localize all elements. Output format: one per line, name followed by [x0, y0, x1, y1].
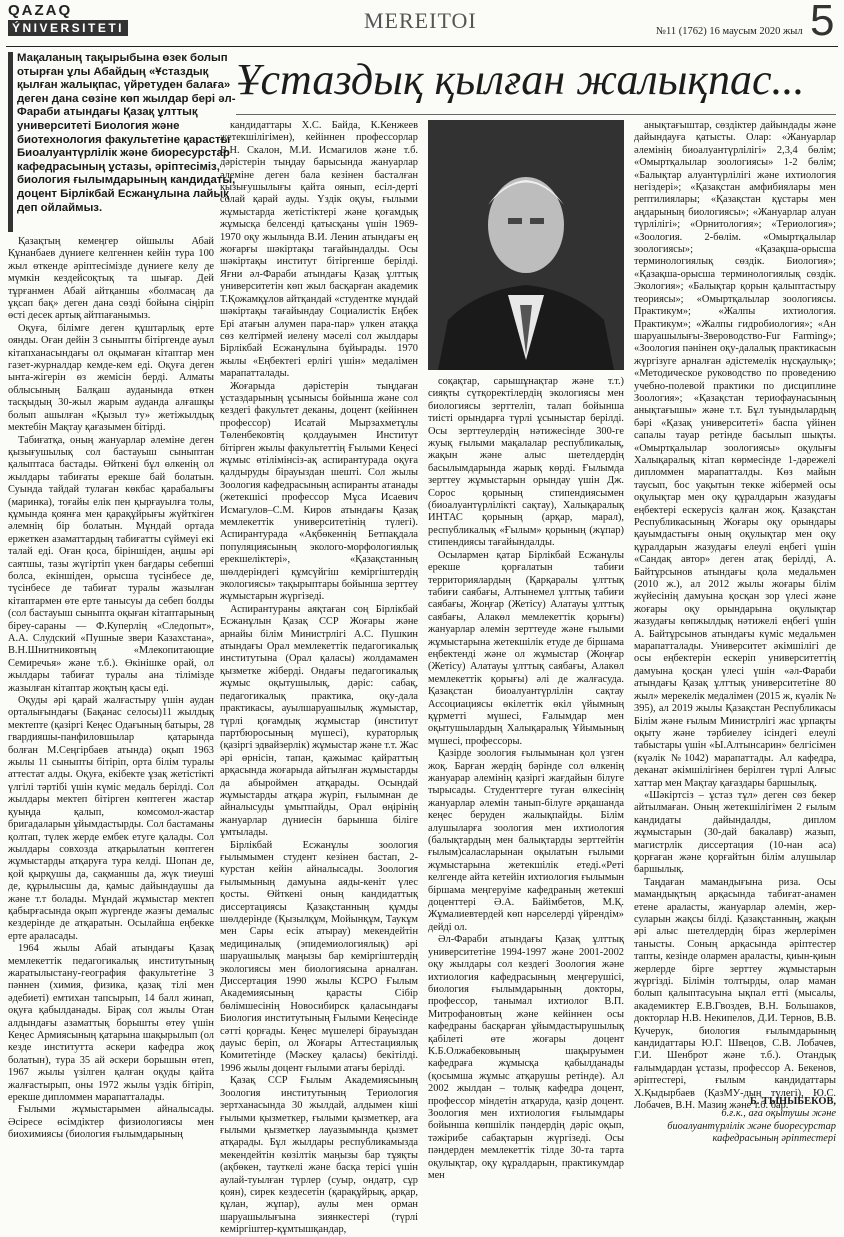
author-title-1: б.ғ.к., аға оқытушы және [721, 1108, 836, 1120]
paragraph: Қазақтың кемеңгер ойшылы Абай Құнанбаев дүниеге келгеннен кейін тура 100 жыл өткенде әріптесімізде дүниеге келу де мүмкін кездейсоқтық та шығар. Дей тұрғанмен Абай айтқаншы «болмасаң да ұқсап бақ» деген дана сөзді бойына сіңіріп өсті десек артық айтпағанымыз. [8, 236, 214, 322]
paragraph: «Шәкіртсіз – ұстаз тұл» деген сөз бекер айтылмаған. Оның жетекшілігімен 2 ғылым кандидаты дайындалды, диплом жұмыстарын (30-дай бакалавр) жазып, магистрлік диссертация (10-нан аса) қорғаған және қорғайтын білім алушылар баршылық. [634, 789, 836, 876]
headline-rule [236, 114, 836, 115]
author-title-2: биоалуантүрлілік және биоресурстар [667, 1120, 836, 1132]
page-number: 5 [810, 0, 835, 45]
paragraph: 1964 жылы Абай атындағы Қазақ мемлекеттік педагогикалық институтының жаратылыстану-география факультетіне 3 пәннен (химия, физика, қазақ тілі мен әдебиеті) емтихан тапсырып, 14 балл жинап, оқуға қабылданады. Бірақ сол жылы Отан алдындағы азаматтық борышты өтеу үшін Кеңес Армиясының қатарына шақырылып (ол кезде институтта әскери кафедра жоқ болатын), тура 35 ай әскери борышын өтеп, 1967 жылы үзілген қалған оқуды қайта жалғастырып, оны 1972 жылы үздік бітіріп, ерекше дипломмен марапатталады. [8, 943, 214, 1104]
headline: Ұстаздық қылған жалықпас... [236, 55, 805, 104]
paragraph: Аспирантураны аяқтаған соң Бірлікбай Есжанұлын Қазақ ССР Жоғары және арнайы білім Министрлігі А.С. Пушкин атындағы Орал мемлекеттік педагогикалық институтына (Орал қаласы) жолдамамен қызметке жіберді. Ондағы педагогикалық жұмыс оқытушылық, дәріс: сабақ, педагогикалық практика, оқу-дала практикасы, ауылшаруашылық жұмыстар, түрлі қоғамдық жұмыстар (институт партбюросының мүшесі), кураторлық (қазіргі эдвайзерлік) жұмыстар және т.т. Жас әрі өрнісін, тапан, қажымас қайраттың арқасында жоғарыда айтылған жұмыстарды да абыроймен атқарады. Осындай жұмыстарды атқара жүріп, ғылымнан де айналысуды ұмытпайды, Орал өңірінің жануарлар дүниесін барынша біліге ұмтылады. [220, 603, 418, 839]
paragraph: Оқуға, білімге деген құштарлық ерте оянды. Оған дейін 3 сыныпты бітіргенде ауыл кітапханасындағы ол оқымаған кітаптар мен газет-журналдар кемде-кем еді. Оқуға деген ынта-жігерін өз жемісін берді. Алматы облысының Балқаш ауданында өткен тасқыдың 30-жыл жарым ауданда алғашқы болып ашылған «Қызыл ту» жетіжылдық мектебін Мақтау қағазымен бітірді. [8, 322, 214, 434]
paragraph: Қазірде зоология ғылымынан қол үзген жоқ. Барған жердің бәрінде сол өлкенің жануарар әлемінің қазіргі жағдайын білуге тырысады. Студенттерге туған өлкесінің жануарлар әлемін танып-білуге әрқашанда кеңес беруден жалықпайды. Білім алушыларға зоология мен ихтиология (балықтардың мен балықтарды зерттейтін ғылым)саласларынан оқылатын ғылыми жұмыстарына жетекшілік етеді.«Реті келгенде айта кетейін ихтиология ғылымын біршама меңгеруіме кафедраның жетекші доценттері Ә.А. Байімбетов, М.Қ. Жұмалиевтердей көп нәрселерді үйрендім» дейді ол. [428, 748, 624, 933]
paragraph: кандидаттары Х.С. Байда, К.Кенжеев жетекшілігімен), кейіннен профессорлар В.Н. Скалон, М.И. Исмагилов және т.б. дәрістерін тыңдау барысында жануарлар әлеміне деген бала кезінен басталған қызығушылығы қайта оянып, есіл-дерті солай қарай ауды. Үздік оқуы, ғылыми жұмыстарда жетістіктері және қоғамдық жұмысқа белсенді қатысқаны үшін 1969-1970 оқу жылында В.И. Ленин атындағы ең жоғарғы шәкіртақы тағайындалды. Осы шәкіртақы институт бітіргенше берілді. Яғни әл-Фараби атындағы Қазақ ұлттық университетін көп жыл басқарған академик Т.Қожамқұлов айтқандай «студентке мұндай шәкіртақы тағайындау Социалистік Еңбек Ері атағын алумен пара-пар» үлкен атаққа сөз келтірмей иелену мәселі сол жылдары Бірлікбай Есжанұлына бұйырады. 1970 жылы «Еңбектегі ерлігі үшін» медалімен марапатталады. [220, 120, 418, 380]
logo-line2: ÝNIVERSITETI [8, 20, 128, 36]
masthead [6, 0, 838, 47]
author-name: Б. ТЫНЫБЕКОВ, [749, 1096, 836, 1107]
newspaper-logo [8, 2, 208, 42]
portrait-image [428, 120, 624, 370]
paragraph: Бірлікбай Есжанұлы зоология ғылымымен студент кезінен бастап, 2-курстан кейін айналысады. Зоология ғылымының дамуына аяды-кеніт үлес қосты. Өйткені оның кандидаттық диссертациясы Қазақстанның құмды шөлдерінде (Қызылқұм, Мойынқұм, Таукұм мен Сары есік атырау) мекендейтін медициналық (эпидемиологиялық) әрі шаруашылық маңызы бар кеміргіштердің экологиясы мен биологиясына арналған. Диссертация 1990 жылы КСРО Ғылым Академиясының қарасты Сібір бөлімшесінің Новосибирск қаласындағы Биология институтының Ғылыми Кеңесінде сәтті қорғады. Кеңес мүшелері бірауыздан дауыс беріп, ол Жоғары Аттестациялық Комитетінде (Мәскеу қаласы) бекітілді. 1996 жылы доцент ғылыми атағы берілді. [220, 839, 418, 1074]
paragraph: Осылармен қатар Бірлікбай Есжанұлы ерекше қорғалатын табиғи территориялардың (Қарқаралы ұлттық табиғи саябағы, Алтынемел ұлттық табиғи саябағы, Жоңғар (Жетісу) Алатауы ұлттық саябағы, Алакөл мемлекеттік қорығы) жануарлар әлемін зерттеуде және ғылыми жұмыстарына жетекшілік етуде де біршама еңбектенді және ол жұмыстар (Жоңғар (Жетісу) Алатауы ұлттық саябағы, Алакөл мемлекеттік қорығы) әлі де жалғасуда. Қазақстан биоалуантүрлілін сақтау Ассоциациясы өкілеттік өкіл үйымның құрметті мүшесі, Ғалымдар мен оқытушылардың Халықаралық Ұйымының мүшесі, профессоры. [428, 549, 624, 747]
issue-info: №11 (1762) 16 маусым 2020 жыл [656, 26, 803, 37]
section-title: MEREITOI [364, 8, 477, 33]
paragraph: соқақтар, сарышұнақтар және т.т.) сияқты сүтқоректілердің экологиясы мен биологиясы зерттеліп, талап бойынша тиісті орындарға түрлі ұсыныстар берілді. Осы зерттеулердің нәтижесінде 300-ге жуық ғылыми мақалалар республикалық, жақын және алыс шетелдердің басылымдарында жарық көрді. Ғылымда зерттеу жұмыстарын орындау үшін Дж. Сорос қорының стипендиясымен (биоалуантүрлілікті сақтау), Халықаралық ИНТАС қорының (арқар, марал), республикалық «Ғылым» қорының (жұпар) стипендиясы тағайындалды. [428, 376, 624, 549]
portrait-photo [428, 120, 624, 370]
paragraph: анықтағыштар, сөздіктер дайындады және дайындауға қатысты. Олар: «Жануарлар әлемінің биоалуантүрлілігі» 2,3,4 бөлім; «Омыртқалылар зоологиясы» 1-2 бөлім; «Балықтар алуантүрлілігі және ихтиология негіздері»; «Қазақстан амфибиялары мен рептилиялары; «Қазақстан құстары мен аңдарының биологиясы»; «Жануарлар алуан түрлілігі»; «Орнитология»; «Териология»; «Зоология. 2-бөлім. «Омыртқалылар зоологиясы»; «Қазақша-орысша терминологиялық сөздік. Биология»; «Қазақша-орысша терминологиялық сөздік. Экология»; «Балықтар қорын қалыптастыру теориясы»; «Омыртқалылар зоологиясы. Практикум»; «Жалпы ихтиология. Практикум»; «Жалпы гидробиология»; «Ан шаруашылығы-Звероводство-Fur Farming»; «Зоология пәнінен оқу-далалық практикасын жүргізуге арналған әдістемелік нұсқаулық»; «Методическое руководство по проведению учебно-полевой практики по дисциплине Зоология»; «Қазақстан териофаунасының анықтағышы» және т.т. Бұл туындылардың бәрі «Қазақ университеті» баспа үйінен сапалы тауар ретінде басылып шықты. «Омыртқалылар зоологиясы» оқулығы Халықаралық кітап көрмесінде 1-дәрежелі дипломмен марапатталды. Көз майын таусып, бос уақытын текке жібермей осы оқулықтар мен оқу құралдарын жазудағы еңбектері ескерусіз қалған жоқ. Қазақстан Республикасының Жоғары оқу орындары қауымдастығы оның оқулықтар мен оқу құралдарын жазудағы елеулі еңбегі үшін «Сандақ автор» деген атақ берілді, А. Байтұрсынов атындағы қола медальмен (2010 ж.), ал 2012 жылы жоғары білім жүйесінің дамуына қосқан зор үлесі және жоғары оқу орындарына оқулықтар жазудағы көпжылдық нәтижелі еңбегі үшін А. Байтұрсынов атындағы күміс медальмен марапатталады. Университет әкімшілігі де осы еңбектерін ескеріп университеттің дамуына қосқан үлесі үшін «әл-Фараби атындағы Қазақ ұлттық университетіне 80 жыл» мерекелік медалімен (2015 ж, күәлік № 395), ал 2019 жылы Қазақстан Республикасы Білім және ғылым Министрлігі жас ұрпақты оқыту және тәрбиелеу ісіндегі елеулі табыстары үшін «Ы.Алтынсарин» белгісімен (күәлік №1042) марапаттады. Ал кафедра, деканат әкімшілігінен берілген түрлі Алғыс хаттар мен Мақтау қағаздары баршылық. [634, 120, 836, 789]
paragraph: Таңдаған мамандығына риза. Осы мамандықтың арқасында табиғат-анамен етене араласты, жануарлар әлемін, жер-суларын жақсы білді. Қазақстанның, жақын әрі алыс шетелдердің біраз жерлерімен танысты. Соның арқасында әріптестер тапты, кезінде олармен араласты, қиын-қиын жерлерде бірге зерттеу жұмыстарын жүргізді. Білімін толтырды, олар маман болып қалыптасуына ықпал етті (мысалы, академиктер Е.В.Гвоздев, В.Н. Большаков, докторлар Н.В. Некипелов, Д.И. Тернов, В.В. Кучерук, биология ғылымдарының кандидаттары Ю.Г. Швецов, С.В. Лобачев, Г.И. Шенброт және т.б.). Отандық ғалымдардан ұстазы, профессор А. Бекенов, әріптестері, ғылым кандидаттары Х.Қыдырбаев (ҚазМУ-дың түлегі), Ю.С. Лобачев, В.Н. Мазин және т.б. бар. [634, 876, 836, 1112]
article-column-1 [8, 236, 214, 1156]
lead-paragraph: Мақаланың тақырыбына өзек болып отырған ұлы Абайдың «Ұстаздық қылған жалықпас, үйретуден балаға» деген дана сөзіне көп жылдар бері әл-Фараби атындағы Қазақ ұлттық университеті Биология және биотехнология факультетіне қарасты Биоалуантүрлілік және биоресурстар кафедрасының ұстазы, әріптесіміз, биология ғылымдарының кандидаты, доцент Бірлікбай Есжанұлына лайық деп ойлаймыз. [8, 52, 239, 232]
paragraph: Әл-Фараби атындағы Қазақ ұлттық университетіне 1994-1997 және 2001-2002 оқу жылдары сол кездегі Зоология және ихтиология кафедрасының меңгерушісі, биология ғылымдарының докторы, профессор, танымал ихтиолог В.П. Митрофановтың және кейіннен осы кафедраны басқарған ұйымдастырушылық қабілеті өте жоғары доцент К.Б.Олжабековының шақыруымен кафедраға жұмысқа қабылданады (қосымша жұмыс атқарушы ретінде). Ал 2002 жылдан – толық кафедра доцент, профессор міндетін атқаруда, қазір доцент. Зоология мен ихтиология ғылымдары бойынша көпшілік пәндердің дәріс оқып, тәжірибе сабақтарын жүргізеді. Осы пәндерден мемлекеттік тілде 30-та тарта оқулықтар, оқу құралдарын, практикумдар мен [428, 934, 624, 1181]
paragraph: Оқуды әрі қарай жалғастыру үшін аудан орталығындағы (Бақанас селосы)11 жылдық мектепте (қазіргі Кеңес Одағының батыры, 28 гвардияшы-панфиловшылар қатарында болған М.Сеңгірбаев атында) оқып 1963 жылы 11 сыныпты бітіріп, орта білім туралы аттестат алды. Оқуға, екібекте ұзақ жетістікті үлгілі тәртібі үшін күміс медаль берілді. Сол жылдары мектеп бітірген көптеген жастар қуыңда қалып, комсомол-жастар бригадаларын ұйымдастырды. Сол бастаманы қолтап, түлек жерде ембек етуге қалады. Сол жылдары совхозда атқарылатын көптеген жұмыстарды атқаруға тура келді. Шопан де, қой қырқушы да, сақманшы да, жүк тиеуші де, құрылысшы да, қамыс дайындаушы да және т.т болады. Мұндай жұмыстар мектеп қабырғасында оқып жүргенде жазғы демалыс кездерінде де атқаратын. Осылайша еңбекке ерте араласады. [8, 695, 214, 942]
article-column-3 [428, 376, 624, 1181]
paragraph: Қазақ ССР Ғылым Академиясының Зоология институтының Териология зертханасында 30 жылдай, алдымен кіші ғылыми қызметкер, ғылыми қызметкер, аға ғылыми қызметкер лауазымында қызмет атқарады. Бұл жылдары республикамызда мекендейтін көзілтік маңызы бар тұяқты (ақбөкен, тауткелі және басқа терісі үшін аулай-туылған түрлер (суыр, ондатр, сұр қоян), сирек кездесетін (қарақұйрық, арқар, құлан, жұпар), аулы мен орман шаруашылығына зиянкестері (түрлі кеміргіштер-құмтышқандар, [220, 1075, 418, 1236]
logo-line1: QAZAQ [8, 2, 73, 19]
paragraph: Табиғатқа, оның жануарлар әлеміне деген қызығушылық сол бастауыш сыныптан қалыптаса бастады. Өйткені бұл өлкенің ол жылдары табиғаты ерекше бай болатын. Суында тайдай тулаған көкбас қарабалығы (маринка), тоғайы елік пен қырғауылға толы, құмында қоянға мен қарақұйрығы жүйткіген әлемнің бір болатын. Мұндай ортада ержеткен азаматтардың табиғатты сүймеуі екі талай еді. Оған қоса, біріншіден, аңшы әрі саятшы, тазы жүгіртіп үкен бағдары себепші болса, екіншіден, орысша түсінбесе де, түсінбесе де табиғат туралы жазылған кітаптармен өте ерте танысуы да себеп болды (сол бастауыш сыныпта оқыған кітаптарының біреу-сараны — Ф.Куперлің «Следопыт», А.А. Слудский «Пушные звери Казахстана», В.Н.Шнитниковтың «Млекопитающие Семиречья» және т.б.). Өкінішке орай, ол жылдары табиғат туралы ана тілімізде жазылған кітаптар жоқтың қасы еді. [8, 434, 214, 694]
paragraph: Ғылыми жұмыстарымен айналысады. Әсіресе өсімдіктер физиологиясы мен биохимиясы (биология ғылымдарының [8, 1104, 214, 1141]
article-column-2 [220, 120, 418, 1236]
paragraph: Жоғарыда дәрістерін тыңдаған ұстаздарының ұсынысы бойынша және сол кездегі факультет деканы, доцент (кейіннен профессор) Исатай Мырзахметұлы Төленбековтің қолдауымен Институт бітірген жылы факультеттің Ғылыми Кеңесі жұмыс өтілімінсіз-ақ аспирантурада оқуға қалдыруды бірауыздан шешті. Сол жылы Зоология кафедрасының аспиранты атанады (жетекшісі профессор Мұса Исаевич Исмагулов–С.М. Киров атындағы Қазақ мемлекеттік университетінің түлегі). Аспирантурада «Ақбөкеннің Бетпақдала популяциясының эколого-морфологиялық ерекшеліктері», «Қазақстанның шөлдеріндегі құмсүйгіш кеміргіштердің экологиясы» тақырыптары бойынша зерттеу жұмыстарын жүргізеді. [220, 380, 418, 603]
author-signature [640, 1096, 836, 1146]
author-title-3: кафедрасының әріптестері [712, 1133, 836, 1145]
